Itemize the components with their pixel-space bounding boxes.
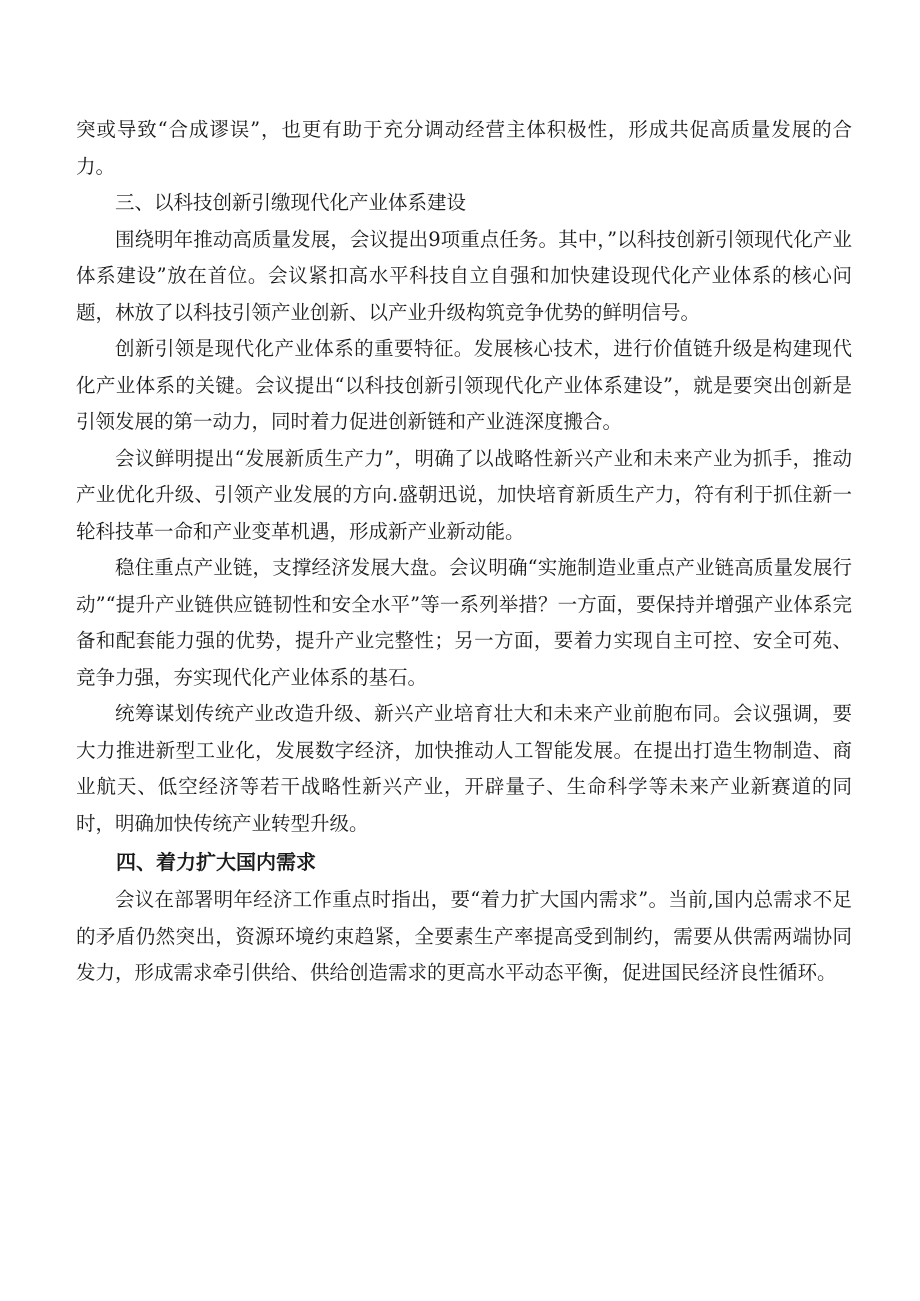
paragraph: 创新引领是现代化产业体系的重要特征。发展核心技术，进行价值链升级是构建现代化产业体系的关键。会议提出“以科技创新引领现代化产业体系建设”，就是要突出创新是引领发展的第一动力，同时着力促进创新链和产业涟深度搬合。 [76,337,852,433]
paragraph: 会议在部署明年经济工作重点时指出，要“着力扩大国内需求”。当前,国内总需求不足的矛盾仍然突出，资源环境约束趋紧，全要素生产率提高受到制约，需要从供需两端协同发力，形成需求牵引供给、供给创造需求的更高水平动态平衡，促进国民经济良性循环。 [76,888,852,984]
paragraph: 统筹谋划传统产业改造升级、新兴产业培育壮大和未来产业前胞布同。会议强调，要大力推进新型工业化，发展数字经济，加快推动人工智能发展。在提出打造生物制造、商业航天、低空经济等若干战略性新兴产业，开辟量子、生命科学等未来产业新赛道的同时，明确加快传统产业转型升级。 [76,702,852,835]
paragraph: 会议鲜明提出“发展新质生产力”，明确了以战略性新兴产业和未来产业为抓手，推动产业优化升级、引领产业发展的方向.盛朝迅说，加快培育新质生产力，符有利于抓住新一轮科技革一命和产业变革机遇，形成新产业新动能。 [76,446,852,543]
paragraph: 稳住重点产业链，支撑经济发展大盘。会议明确“实施制造业重点产业链高质量发展行动”“提升产业链供应链韧性和安全水平”等一系列举措？一方面，要保持并增强产业体系完备和配套能力强的优势，提升产业完整性；另一方面，要着力实现自主可控、安全可苑、竞争力强，夯实现代化产业体系的基石。 [76,556,852,689]
paragraph: 围绕明年推动高质量发展，会议提出9项重点任务。其中，”以科技创新引领现代化产业体系建设”放在首位。会议紧扣高水平科技自立自强和加快建设现代化产业体系的核心问题，林放了以科技引领产业创新、以产业升级构筑竞争优势的鲜明信号。 [76,227,852,324]
section-heading-three: 三、以科技创新引缴现代化产业体系建设 [115,191,467,214]
section-heading-four: 四、着力扩大国内需求 [116,850,316,874]
paragraph-continued: 突或导致“合成谬误”，也更有助于充分调动经营主体积极性，形成共促高质量发展的合力。 [76,118,852,178]
